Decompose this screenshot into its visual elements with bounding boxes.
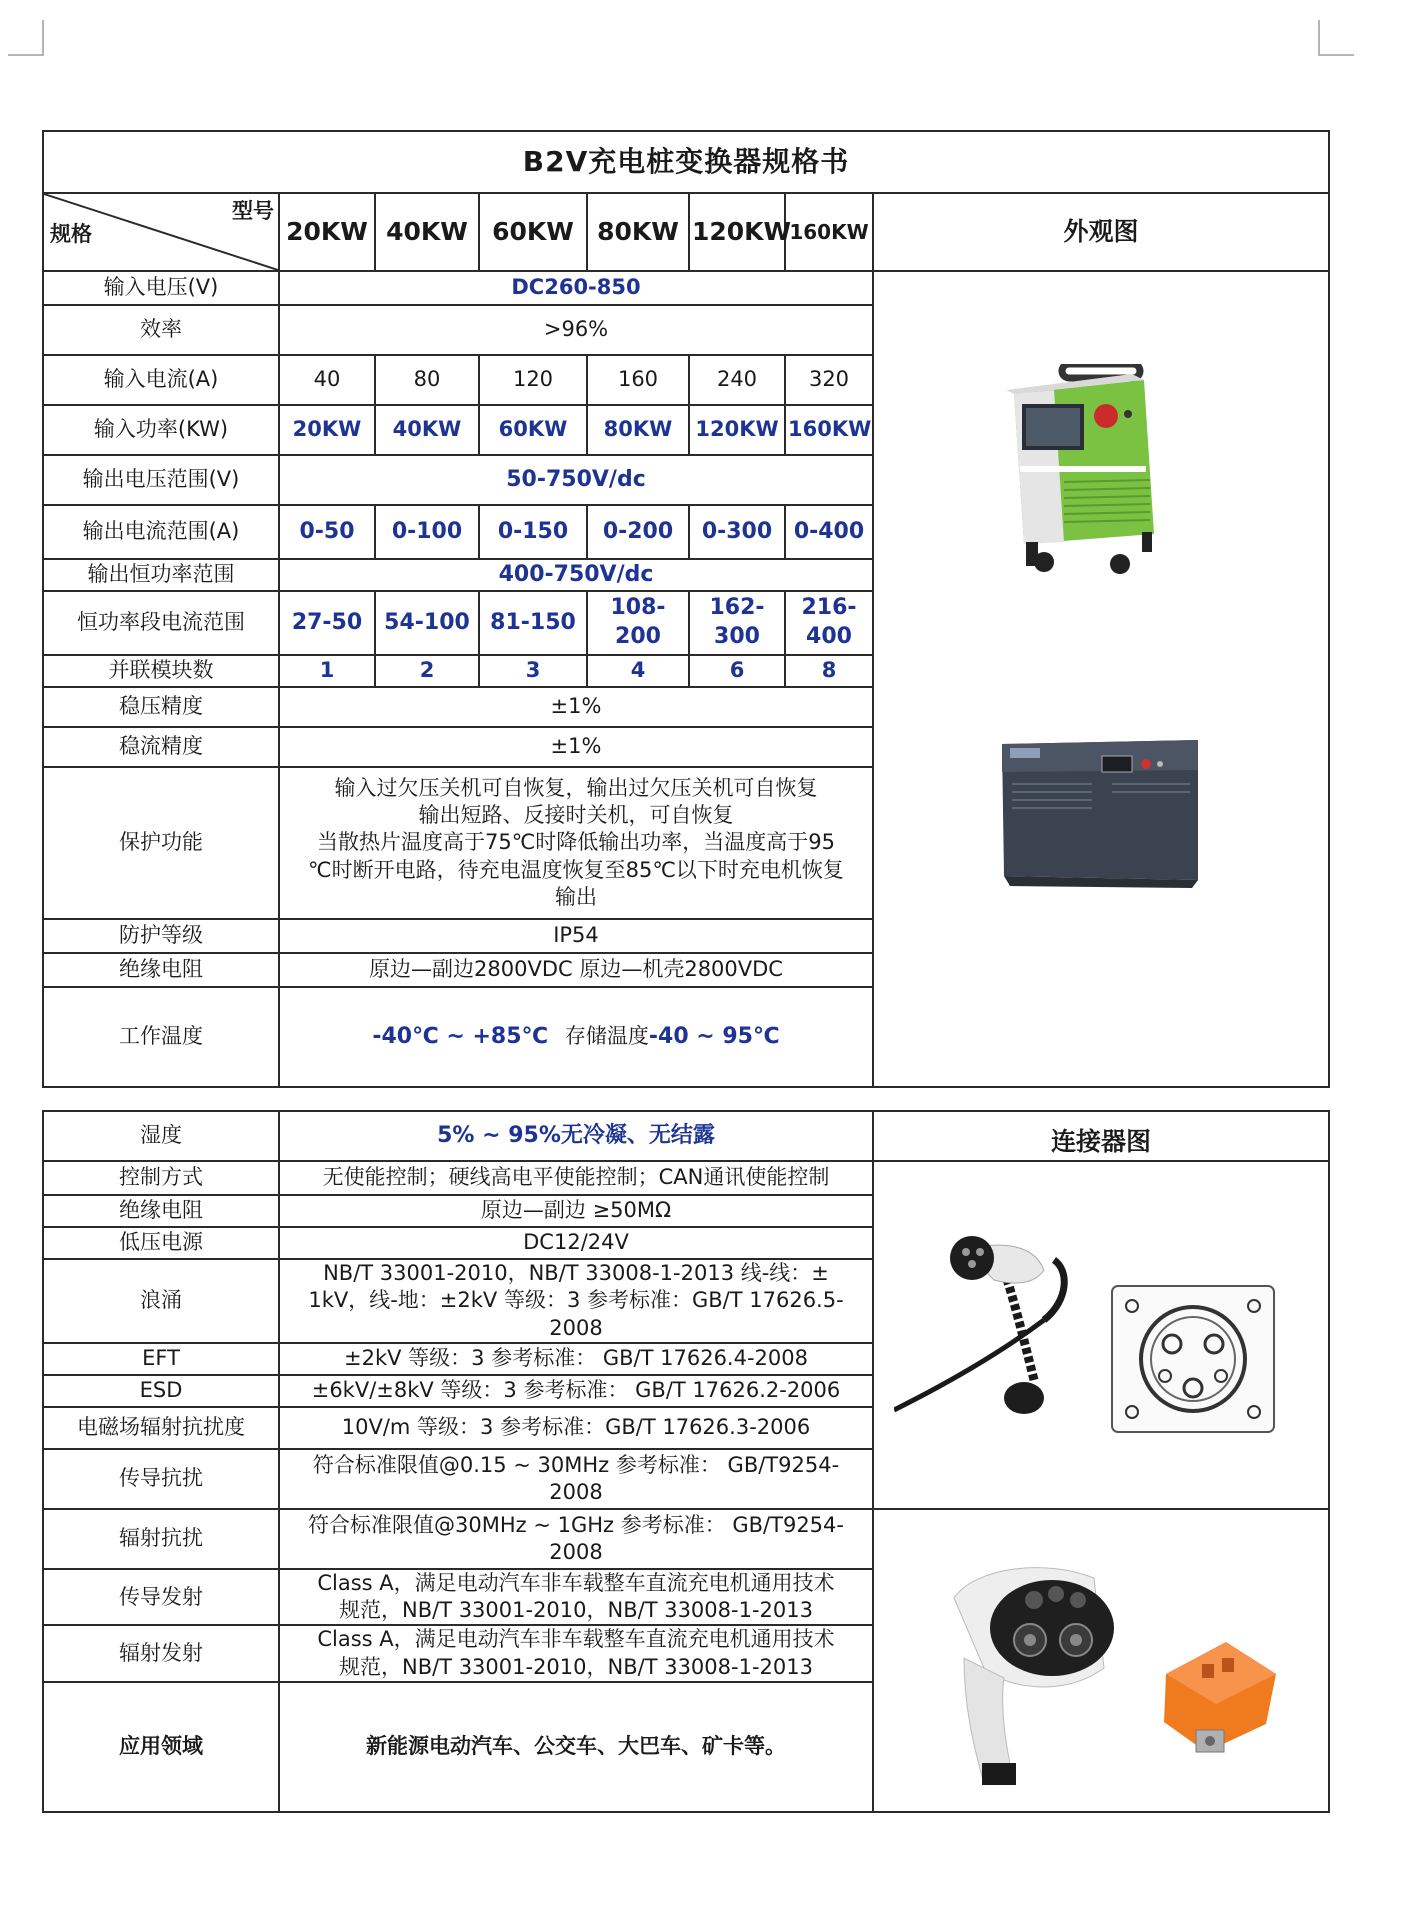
work-temp-range: -40℃ ~ +85℃ [372,1023,549,1049]
header-corner-cell [43,193,279,271]
cell-value: DC260-850 [279,271,873,305]
appearance-image-cell [873,271,1329,1087]
connector-header: 连接器图 [873,1111,1329,1161]
cell-value: 400-750V/dc [279,559,873,591]
cell-value: 40 [279,355,375,405]
row-label: 工作温度 [43,987,279,1087]
row-label: 输出恒功率范围 [43,559,279,591]
green-charger-image [1004,364,1164,574]
cell-value: 3 [479,655,587,687]
model-header: 60KW [479,193,587,271]
radiated-immunity-text [279,1509,873,1569]
cell-value: 8 [785,655,873,687]
cell-value: 216- 400 [785,591,873,655]
appearance-header: 外观图 [873,193,1329,271]
row-label: 绝缘电阻 [43,953,279,987]
cell-value: ±1% [279,727,873,767]
cell-value: 20KW [279,405,375,455]
corner-model-label: 型号 [232,199,274,223]
row-label: 传导发射 [43,1569,279,1626]
ac-plug-image [894,1230,1094,1420]
row-label: 应用领域 [43,1682,279,1812]
storage-temp-label: 存储温度 [564,1023,649,1048]
text-line: 规范，NB/T 33001-2010，NB/T 33008-1-2013 [339,1654,813,1679]
row-label: 恒功率段电流范围 [43,591,279,655]
row-label: 湿度 [43,1111,279,1161]
storage-temp-range: -40 ~ 95℃ [648,1023,780,1049]
row-label: 并联模块数 [43,655,279,687]
cell-value: 0-400 [785,505,873,559]
document-title: B2V充电桩变换器规格书 [43,131,1329,193]
text-line: 1kV，线-地：±2kV 等级：3 参考标准：GB/T 17626.5- [308,1288,844,1313]
socket-face-image [1110,1284,1276,1434]
row-label: 传导抗扰 [43,1449,279,1509]
row-label: 输入电压(V) [43,271,279,305]
text-line: ℃时断开电路，待充电温度恢复至85℃以下时充电机恢复 [308,857,844,882]
orange-connector-image [1156,1634,1286,1764]
model-header: 80KW [587,193,689,271]
cell-value: 1 [279,655,375,687]
cell-value: 160KW [785,405,873,455]
cell-value: 54-100 [375,591,479,655]
text-line: 输出短路、反接时关机，可自恢复 [418,803,734,828]
text-line: NB/T 33001-2010，NB/T 33008-1-2013 线-线：± [323,1261,829,1285]
model-header: 160KW [785,193,873,271]
text-line: Class A，满足电动汽车非车载整车直流充电机通用技术 [317,1627,835,1652]
text-line: 符合标准限值@30MHz ~ 1GHz 参考标准： GB/T9254- [307,1512,844,1537]
text-line: 2008 [549,1315,603,1340]
cell-value: 80 [375,355,479,405]
cell-value: 0-300 [689,505,785,559]
dc-connector-image-cell [873,1509,1329,1812]
cell-value: 60KW [479,405,587,455]
protection-text [279,767,873,919]
model-header: 40KW [375,193,479,271]
radiated-emission-text [279,1625,873,1682]
spec-table-lower [42,1110,1330,1813]
cell-value: 320 [785,355,873,405]
row-label: 输入功率(KW) [43,405,279,455]
cell-value: 原边—副边 ≥50MΩ [279,1195,873,1227]
cell-value: 80KW [587,405,689,455]
row-label: 辐射抗扰 [43,1509,279,1569]
dark-charger-image [1002,740,1202,890]
row-label: 稳压精度 [43,687,279,727]
cell-value: ±2kV 等级：3 参考标准： GB/T 17626.4-2008 [279,1343,873,1375]
row-label: 辐射发射 [43,1625,279,1682]
connector-image-cell [873,1161,1329,1509]
conducted-immunity-text [279,1449,873,1509]
text-line: 2008 [549,1539,603,1564]
cell-value: 40KW [375,405,479,455]
surge-text [279,1259,873,1343]
row-label: 防护等级 [43,919,279,953]
cell-value: 6 [689,655,785,687]
row-label: 浪涌 [43,1259,279,1343]
row-label: 绝缘电阻 [43,1195,279,1227]
cell-value: 0-200 [587,505,689,559]
dc-gun-image [934,1558,1134,1788]
row-label: 低压电源 [43,1227,279,1259]
cell-value: 120 [479,355,587,405]
cell-value: 5% ~ 95%无冷凝、无结露 [279,1111,873,1161]
row-label: 输出电流范围(A) [43,505,279,559]
row-label: 稳流精度 [43,727,279,767]
cell-value: 160 [587,355,689,405]
cell-value: 4 [587,655,689,687]
row-label: 保护功能 [43,767,279,919]
text-line: 输入过欠压关机可自恢复，输出过欠压关机可自恢复 [334,775,818,800]
model-header: 120KW [689,193,785,271]
conducted-emission-text [279,1569,873,1626]
crop-mark-top-right [1318,20,1354,56]
cell-value: IP54 [279,919,873,953]
cell-value: ±1% [279,687,873,727]
cell-value: 0-50 [279,505,375,559]
spec-table [42,130,1330,1088]
cell-value: 新能源电动汽车、公交车、大巴车、矿卡等。 [279,1682,873,1812]
cell-value: ±6kV/±8kV 等级：3 参考标准： GB/T 17626.2-2006 [279,1375,873,1407]
cell-value: 120KW [689,405,785,455]
model-header: 20KW [279,193,375,271]
text-line: 输出 [555,884,597,909]
cell-value: 无使能控制；硬线高电平使能控制；CAN通讯使能控制 [279,1161,873,1195]
text-line: 当散热片温度高于75℃时降低输出功率，当温度高于95 [316,830,836,855]
cell-value: 27-50 [279,591,375,655]
corner-spec-label: 规格 [50,221,92,246]
row-label: ESD [43,1375,279,1407]
row-label: 输出电压范围(V) [43,455,279,505]
cell-value: 81-150 [479,591,587,655]
cell-value: 50-750V/dc [279,455,873,505]
cell-value: DC12/24V [279,1227,873,1259]
cell-value: 240 [689,355,785,405]
text-line: Class A，满足电动汽车非车载整车直流充电机通用技术 [317,1570,835,1595]
cell-value: 0-150 [479,505,587,559]
cell-value: 108- 200 [587,591,689,655]
text-line: 符合标准限值@0.15 ~ 30MHz 参考标准： GB/T9254- [312,1452,840,1477]
cell-value: 162- 300 [689,591,785,655]
cell-value: >96% [279,305,873,355]
cell-value: 原边—副边2800VDC 原边—机壳2800VDC [279,953,873,987]
row-label: EFT [43,1343,279,1375]
text-line: 2008 [549,1479,603,1504]
cell-value: 0-100 [375,505,479,559]
row-label: 电磁场辐射抗扰度 [43,1407,279,1449]
work-temp-value [279,987,873,1087]
row-label: 效率 [43,305,279,355]
text-line: 规范，NB/T 33001-2010，NB/T 33008-1-2013 [339,1598,813,1623]
row-label: 控制方式 [43,1161,279,1195]
row-label: 输入电流(A) [43,355,279,405]
cell-value: 2 [375,655,479,687]
crop-mark-top-left [8,20,44,56]
cell-value: 10V/m 等级：3 参考标准：GB/T 17626.3-2006 [279,1407,873,1449]
